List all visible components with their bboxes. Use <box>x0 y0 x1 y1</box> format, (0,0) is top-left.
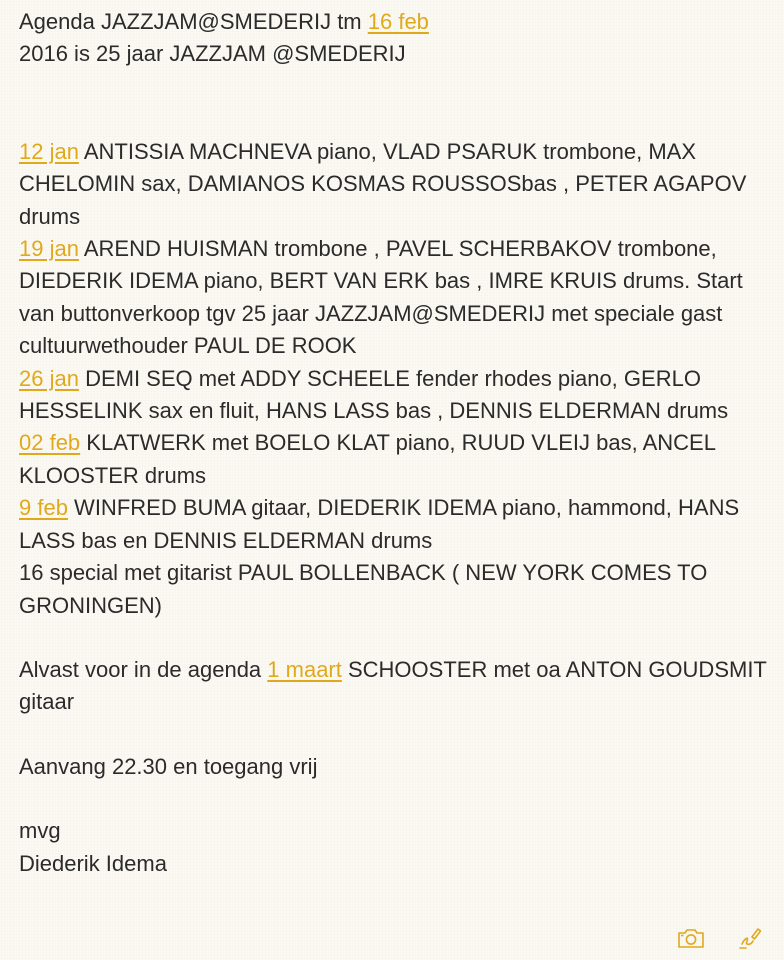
date-link-9-feb[interactable]: 9 feb <box>19 495 68 521</box>
date-link-26-jan[interactable]: 26 jan <box>19 365 79 391</box>
spacer <box>19 622 771 654</box>
camera-icon[interactable] <box>674 924 708 952</box>
agenda-preview <box>19 654 771 719</box>
spacer <box>19 719 771 751</box>
agenda-entry-02-feb <box>19 427 771 492</box>
date-link-19-jan[interactable]: 19 jan <box>19 236 79 262</box>
spacer <box>19 71 771 136</box>
entry-text: AREND HUISMAN trombone , PAVEL SCHERBAKOV trombone, DIEDERIK IDEMA piano, BERT VAN ERK bas , IMRE KRUIS drums. Start van buttonverkoop tgv 25 jaar JAZZJAM@SMEDERIJ met speciale gast cultuurwethouder PAUL DE ROOK <box>19 236 749 359</box>
special-line: 16 special met gitarist PAUL BOLLENBACK ( NEW YORK COMES TO GRONINGEN) <box>19 560 714 618</box>
header-line-1 <box>19 6 771 38</box>
note-body[interactable] <box>19 6 771 880</box>
date-link-16-feb[interactable]: 16 feb <box>367 9 429 34</box>
closing-text: mvg <box>19 818 61 844</box>
date-link-1-maart[interactable]: 1 maart <box>267 656 342 682</box>
agenda-entry-26-jan <box>19 363 771 428</box>
date-link-02-feb[interactable]: 02 feb <box>19 430 81 456</box>
entry-text: KLATWERK met BOELO KLAT piano, RUUD VLEIJ bas, ANCEL KLOOSTER drums <box>19 430 722 488</box>
scribble-icon[interactable] <box>733 924 767 952</box>
header-text: Agenda JAZZJAM@SMEDERIJ tm <box>19 9 368 34</box>
start-info: Aanvang 22.30 en toegang vrij <box>19 753 318 779</box>
entry-text: WINFRED BUMA gitaar, DIEDERIK IDEMA piano, hammond, HANS LASS bas en DENNIS ELDERMAN drums <box>19 495 746 553</box>
header-line-2: 2016 is 25 jaar JAZZJAM @SMEDERIJ <box>19 41 406 67</box>
date-link-12-jan[interactable]: 12 jan <box>19 138 79 164</box>
entry-text: ANTISSIA MACHNEVA piano, VLAD PSARUK trombone, MAX CHELOMIN sax, DAMIANOS KOSMAS ROUSSOSbas , PETER AGAPOV drums <box>19 138 753 229</box>
agenda-suffix: SCHOOSTER met oa ANTON GOUDSMIT gitaar <box>19 656 773 715</box>
agenda-entry-9-feb <box>19 492 771 557</box>
entry-text: DEMI SEQ met ADDY SCHEELE fender rhodes piano, GERLO HESSELINK sax en fluit, HANS LASS bas , DENNIS ELDERMAN drums <box>19 365 729 424</box>
spacer <box>19 783 771 815</box>
agenda-prefix: Alvast voor in de agenda <box>19 656 268 682</box>
agenda-entry-19-jan <box>19 233 771 363</box>
agenda-entry-12-jan <box>19 136 771 233</box>
signature: Diederik Idema <box>19 850 167 876</box>
